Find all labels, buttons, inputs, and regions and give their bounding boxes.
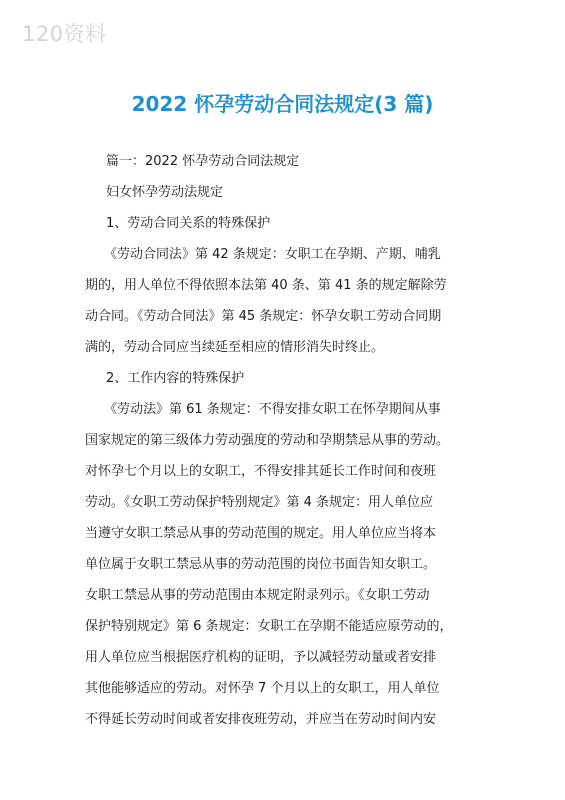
sub-heading: 妇女怀孕劳动法规定 <box>106 185 224 200</box>
paragraph-line: 期的，用人单位不得依照本法第 40 条、第 41 条的规定解除劳 <box>85 278 447 293</box>
paragraph-line: 对怀孕七个月以上的女职工，不得安排其延长工作时间和夜班 <box>85 464 437 479</box>
paragraph-line: 满的，劳动合同应当续延至相应的情形消失时终止。 <box>85 340 385 355</box>
section-heading: 篇一：2022 怀孕劳动合同法规定 <box>106 154 300 169</box>
paragraph-line: 动合同。《劳动合同法》第 45 条规定：怀孕女职工劳动合同期 <box>85 309 442 324</box>
watermark-logo: 120资料 <box>22 22 107 46</box>
section-item-heading: 1、劳动合同关系的特殊保护 <box>106 216 271 231</box>
document-body <box>85 146 495 735</box>
paragraph-line: 单位属于女职工禁忌从事的劳动范围的岗位书面告知女职工。 <box>85 557 437 572</box>
paragraph-line: 其他能够适应的劳动。对怀孕 7 个月以上的女职工，用人单位 <box>85 681 440 696</box>
paragraph-line: 保护特别规定》第 6 条规定：女职工在孕期不能适应原劳动的， <box>85 619 453 634</box>
paragraph-line: 《劳动合同法》第 42 条规定：女职工在孕期、产期、哺乳 <box>104 247 441 262</box>
section-item-heading: 2、工作内容的特殊保护 <box>106 371 245 386</box>
paragraph-line: 《劳动法》第 61 条规定：不得安排女职工在怀孕期间从事 <box>104 402 441 417</box>
document-title: 2022 怀孕劳动合同法规定(3 篇) <box>131 92 434 116</box>
paragraph-line: 用人单位应当根据医疗机构的证明，予以减轻劳动量或者安排 <box>85 650 437 665</box>
paragraph-line: 当遵守女职工禁忌从事的劳动范围的规定。用人单位应当将本 <box>85 526 437 541</box>
paragraph-line: 女职工禁忌从事的劳动范围由本规定附录列示。《女职工劳动 <box>85 588 430 603</box>
paragraph-line: 国家规定的第三级体力劳动强度的劳动和孕期禁忌从事的劳动。 <box>85 433 450 448</box>
paragraph-line: 劳动。《女职工劳动保护特别规定》第 4 条规定：用人单位应 <box>85 495 434 510</box>
paragraph-line: 不得延长劳动时间或者安排夜班劳动，并应当在劳动时间内安 <box>85 712 437 727</box>
